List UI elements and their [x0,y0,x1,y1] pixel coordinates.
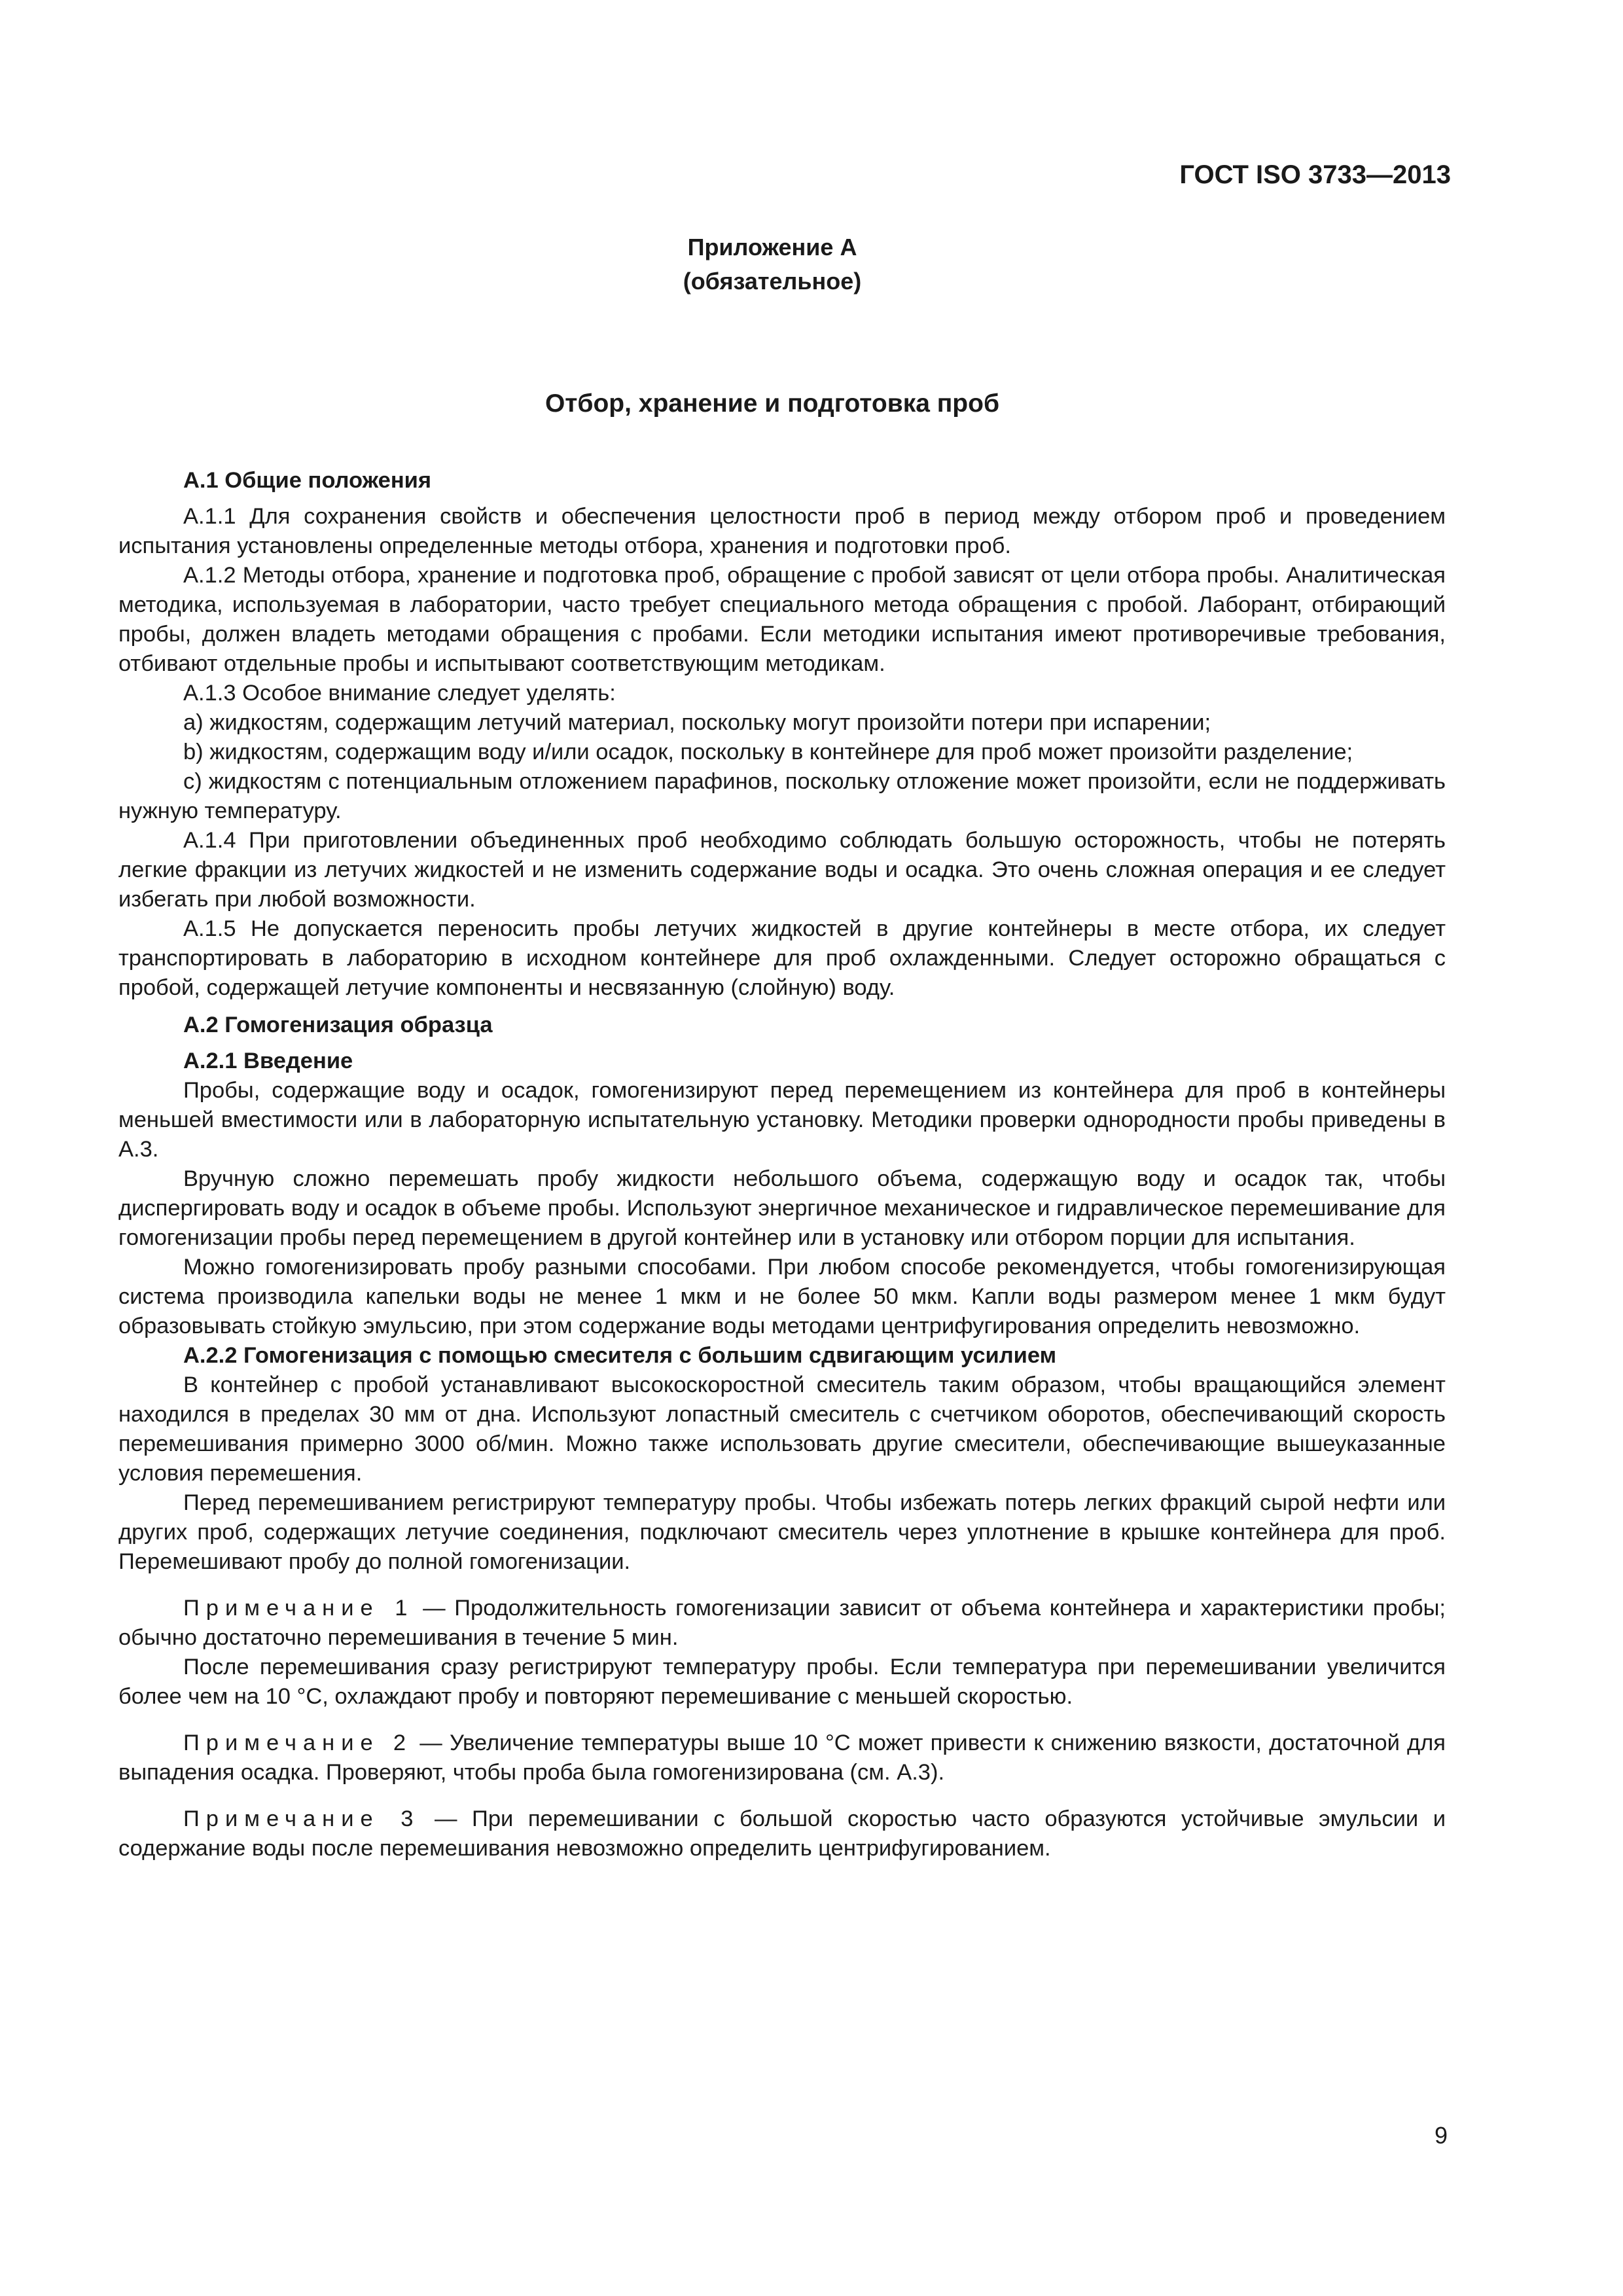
note-3-label: Примечание 3 [183,1806,420,1831]
list-item-c: c) жидкостям с потенциальным отложением парафинов, поскольку отложение может произойти, если не поддерживать нужную температуру. [118,769,1446,823]
note-1-text: — Продолжительность гомогенизации зависит от объема контейнера и характеристики пробы; обычно достаточно перемешивания в течение 5 мин. [118,1596,1446,1650]
paragraph-a1-3: А.1.3 Особое внимание следует уделять: [183,681,616,706]
page-number: 9 [1434,2122,1448,2149]
paragraph-a2-1-3: Можно гомогенизировать пробу разными способами. При любом способе рекомендуется, чтобы гомогенизирующая система производила капельки воды не менее 1 мкм и не более 50 мкм. Капли воды размером менее 1 мкм будут образовывать стойкую эмульсию, при этом содержание воды методами центрифугирования определить невозможно. [118,1255,1446,1338]
section-heading-a2: А.2 Гомогенизация образца [183,1013,493,1037]
subsection-heading-a2-1: А.2.1 Введение [183,1049,353,1073]
paragraph-a1-1: А.1.1 Для сохранения свойств и обеспечения целостности проб в период между отбором проб и проведением испытания установлены определенные методы отбора, хранения и подготовки проб. [118,504,1446,558]
appendix-type: (обязательное) [683,268,862,295]
standard-designation: ГОСТ ISO 3733—2013 [1179,160,1451,189]
paragraph-a1-5: А.1.5 Не допускается переносить пробы летучих жидкостей в другие контейнеры в месте отбора, их следует транспортировать в лабораторию в исходном контейнере для проб охлажденными. Следует осторожно обращаться с пробой, содержащей летучие компоненты и несвязанную (слойную) воду. [118,916,1446,1000]
appendix-title: Приложение А [687,234,857,260]
note-2 [118,1729,1446,1787]
document-body [118,458,1446,1863]
note-3-text: — При перемешивании с большой скоростью часто образуются устойчивые эмульсии и содержание воды после перемешивания невозможно определить центрифугированием. [118,1806,1446,1861]
paragraph-after-note-1: После перемешивания сразу регистрируют температуру пробы. Если температура при перемешивании увеличится более чем на 10 °С, охлаждают пробу и повторяют перемешивание с меньшей скоростью. [118,1655,1446,1709]
paragraph-a2-2-1: В контейнер с пробой устанавливают высокоскоростной смеситель таким образом, чтобы вращающийся элемент находился в пределах 30 мм от дна. Используют лопастный смеситель с счетчиком оборотов, обеспечивающий скорость перемешивания примерно 3000 об/мин. Можно также использовать другие смесители, обеспечивающие вышеуказанные условия перемешения. [118,1372,1446,1486]
note-1-label: Примечание 1 [183,1596,414,1621]
note-2-label: Примечание 2 [183,1731,413,1755]
paragraph-a1-4: А.1.4 При приготовлении объединенных проб необходимо соблюдать большую осторожность, чтобы не потерять легкие фракции из летучих жидкостей и не изменить содержание воды и осадка. Это очень сложная операция и ее следует избегать при любой возможности. [118,828,1446,912]
appendix-header [0,230,1544,298]
paragraph-a2-1-1: Пробы, содержащие воду и осадок, гомогенизируют перед перемещением из контейнера для проб в контейнеры меньшей вместимости или в лабораторную испытательную установку. Методики проверки однородности пробы приведены в А.3. [118,1078,1446,1162]
list-item-b: b) жидкостям, содержащим воду и/или осадок, поскольку в контейнере для проб может произойти разделение; [183,740,1353,764]
paragraph-a2-2-2: Перед перемешиванием регистрируют температуру пробы. Чтобы избежать потерь легких фракций сырой нефти или других проб, содержащих летучие соединения, подключают смеситель через уплотнение в крышке контейнера для проб. Перемешивают пробу до полной гомогенизации. [118,1490,1446,1574]
note-1 [118,1594,1446,1653]
subsection-heading-a2-2: А.2.2 Гомогенизация с помощью смесителя с большим сдвигающим усилием [183,1343,1057,1368]
list-item-a: a) жидкостям, содержащим летучий материал, поскольку могут произойти потери при испарении; [183,710,1211,735]
note-2-text: — Увеличение температуры выше 10 °С может привести к снижению вязкости, достаточной для выпадения осадка. Проверяют, чтобы проба была гомогенизирована (см. А.3). [118,1731,1446,1785]
page-title: Отбор, хранение и подготовка проб [544,389,1000,418]
section-heading-a1: А.1 Общие положения [183,468,432,493]
paragraph-a1-2: А.1.2 Методы отбора, хранение и подготовка проб, обращение с пробой зависят от цели отбора пробы. Аналитическая методика, используемая в лаборатории, часто требует специального метода обращения с пробой. Лаборант, отбирающий пробы, должен владеть методами обращения с пробами. Если методики испытания имеют противоречивые требования, отбивают отдельные пробы и испытывают соответствующим методикам. [118,563,1446,676]
note-3 [118,1804,1446,1863]
paragraph-a2-1-2: Вручную сложно перемешать пробу жидкости небольшого объема, содержащую воду и осадок так, чтобы диспергировать воду и осадок в объеме пробы. Используют энергичное механическое и гидравлическое перемешивание для гомогенизации пробы перед перемещением в другой контейнер или в установку или отбором порции для испытания. [118,1166,1446,1250]
